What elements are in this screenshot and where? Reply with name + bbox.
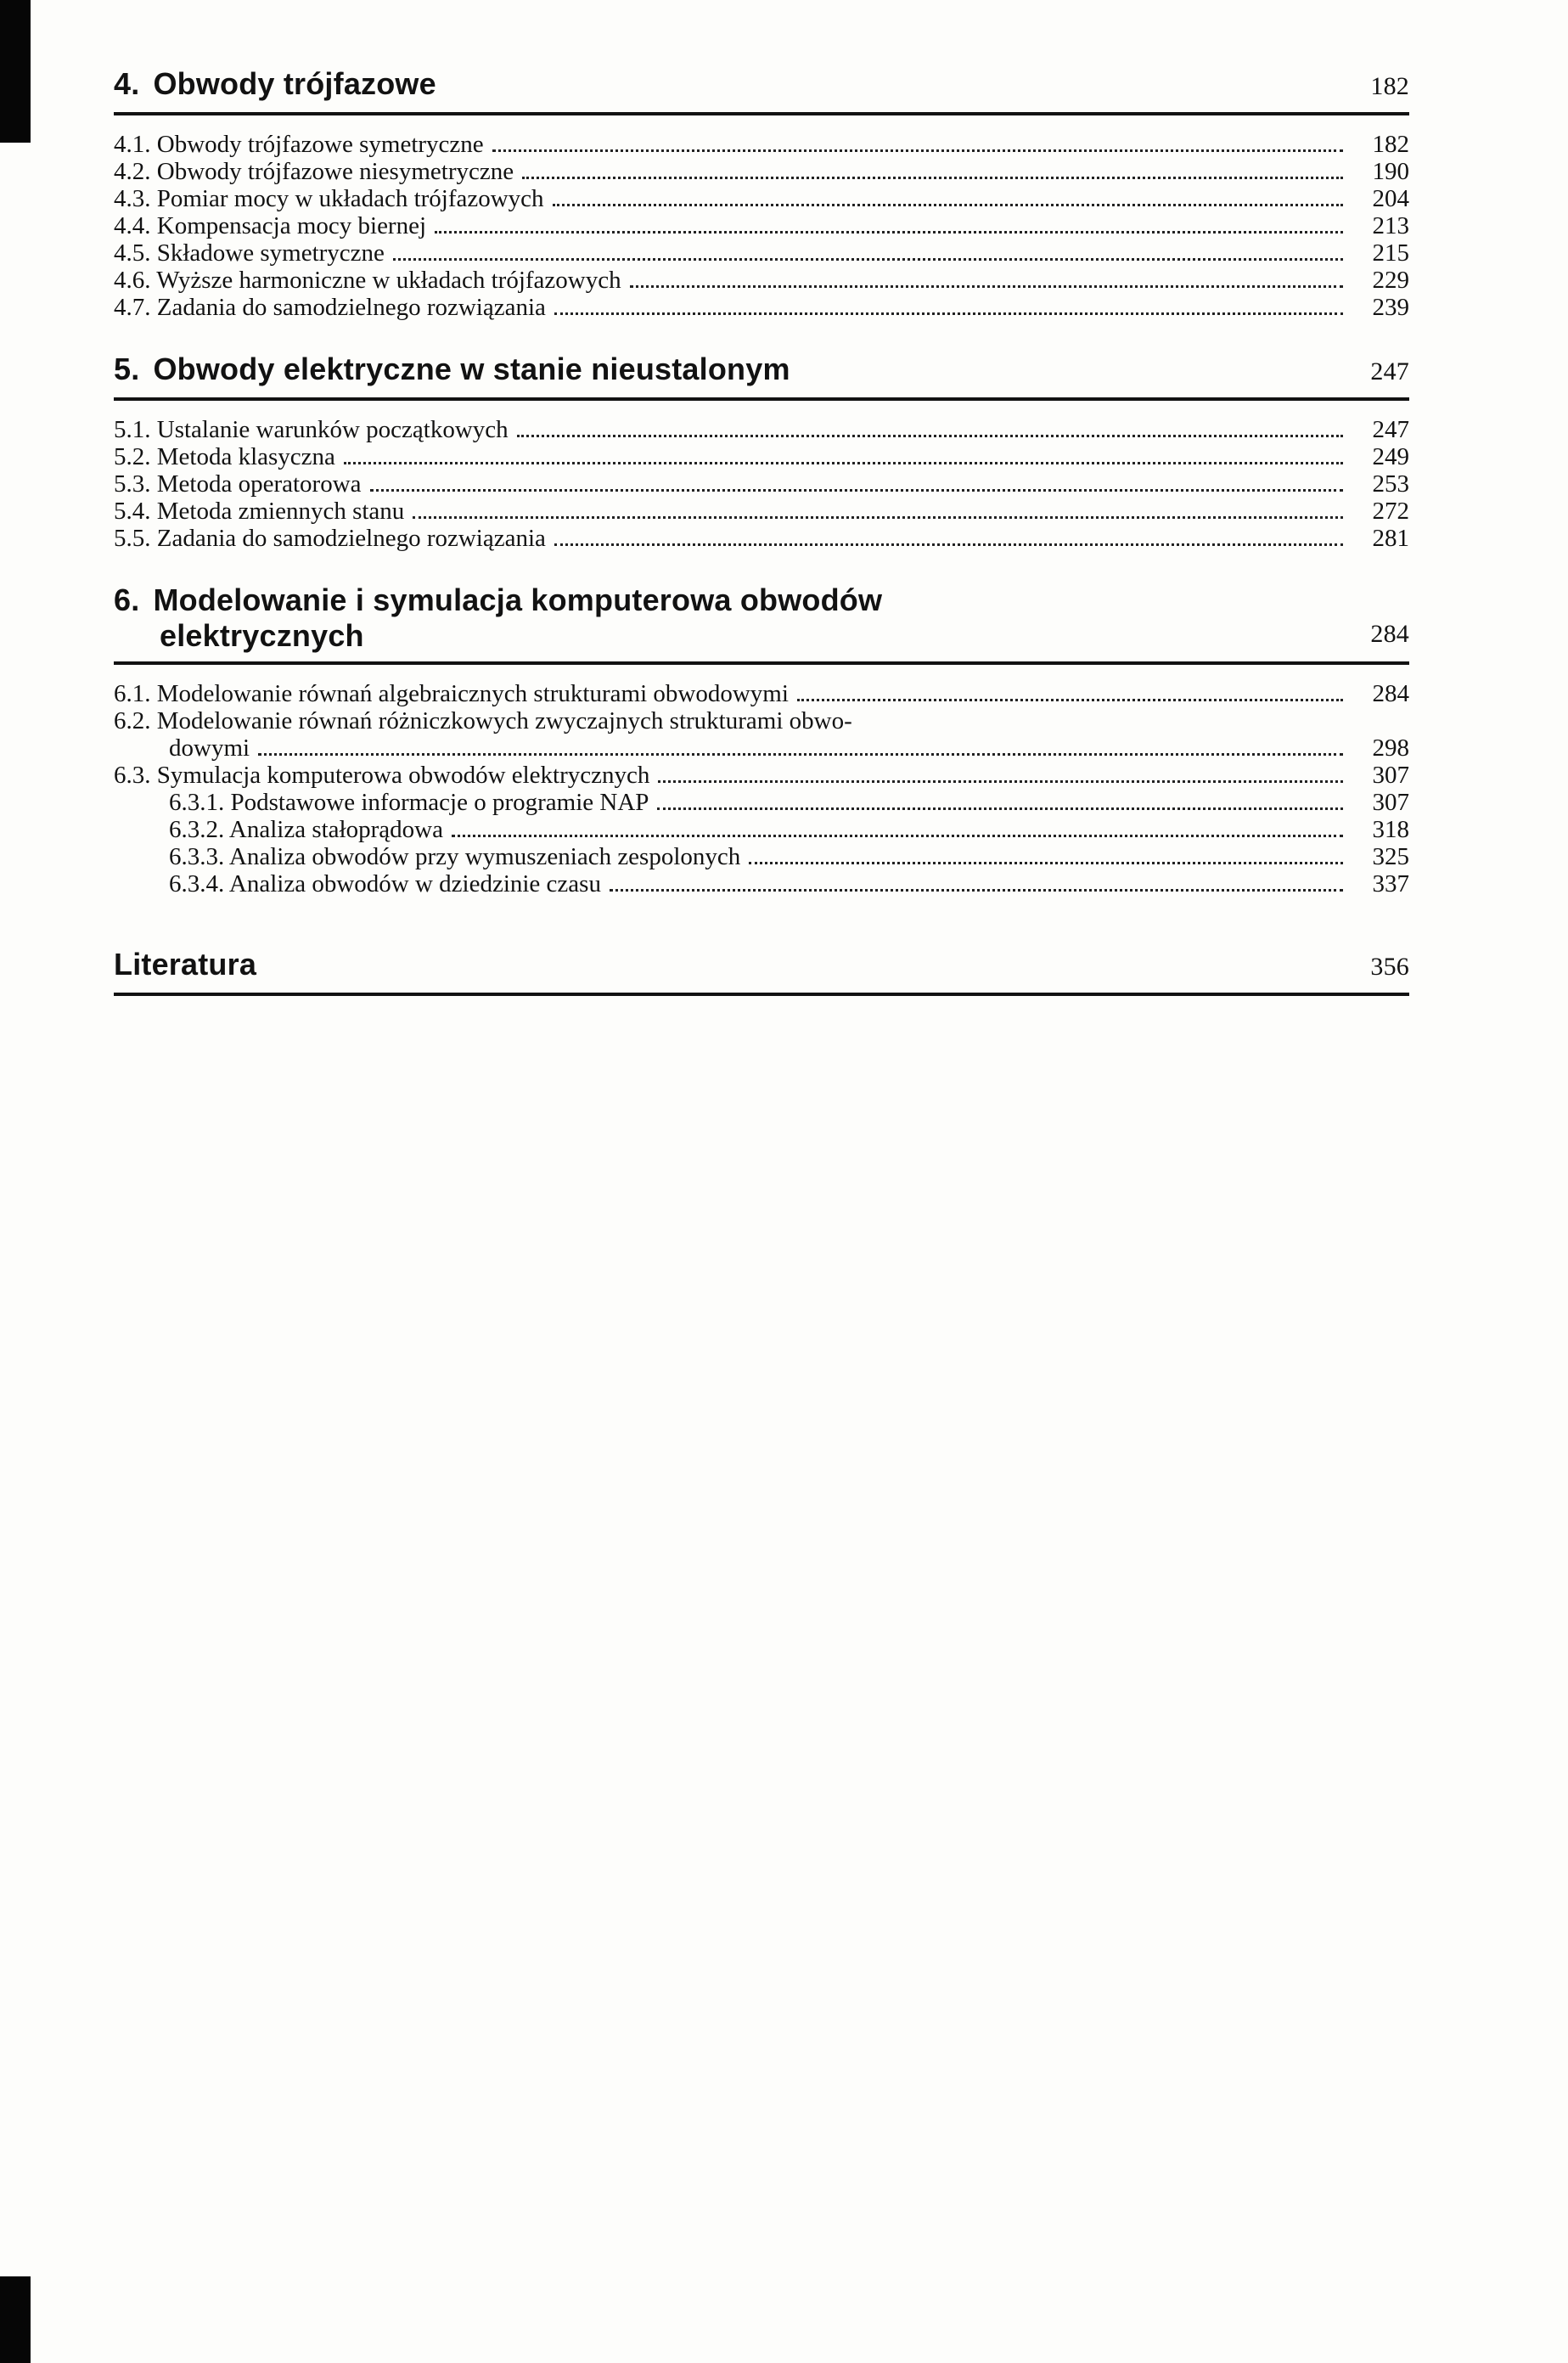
dotted-leader xyxy=(370,489,1343,492)
scan-artifact-top-left xyxy=(0,0,31,143)
section-heading-text xyxy=(114,352,790,387)
toc-entry xyxy=(114,185,1409,212)
dotted-leader xyxy=(630,285,1343,288)
section-page-number: 284 xyxy=(1370,620,1409,648)
toc-entries xyxy=(114,416,1409,552)
entry-page-number: 249 xyxy=(1372,443,1409,470)
toc-entry-continuation xyxy=(114,734,1409,762)
entry-label: 6.1. Modelowanie równań algebraicznych strukturami obwodowymi xyxy=(114,680,789,707)
toc-subentry xyxy=(114,870,1409,897)
toc-entry xyxy=(114,294,1409,321)
toc-entry xyxy=(114,707,1409,734)
dotted-leader xyxy=(522,177,1343,179)
entry-page-number: 337 xyxy=(1372,870,1409,897)
entry-page-number: 229 xyxy=(1372,267,1409,294)
toc-entry xyxy=(114,443,1409,470)
section-title: Obwody elektryczne w stanie nieustalonym xyxy=(153,352,790,386)
dotted-leader xyxy=(258,753,1343,756)
toc-entry xyxy=(114,158,1409,185)
toc-entry xyxy=(114,212,1409,239)
dotted-leader xyxy=(517,435,1343,437)
entry-label: 4.3. Pomiar mocy w układach trójfazowych xyxy=(114,185,544,212)
entry-label: 6.3.2. Analiza stałoprądowa xyxy=(169,816,443,843)
section-title: Obwody trójfazowe xyxy=(153,66,436,101)
entry-page-number: 318 xyxy=(1372,816,1409,843)
scan-artifact-bottom-left xyxy=(0,2276,31,2363)
section-title-line2: elektrycznych xyxy=(160,618,364,653)
toc-entry xyxy=(114,680,1409,707)
toc-section-5 xyxy=(114,352,1409,552)
entry-page-number: 190 xyxy=(1372,158,1409,185)
entry-page-number: 325 xyxy=(1372,843,1409,870)
toc-entry xyxy=(114,131,1409,158)
section-page-number: 182 xyxy=(1370,72,1409,100)
heading-rule xyxy=(114,112,1409,115)
literatura-heading-text xyxy=(114,947,256,982)
heading-rule xyxy=(114,661,1409,665)
toc-entries xyxy=(114,131,1409,321)
entry-label: 6.2. Modelowanie równań różniczkowych zwyczajnych strukturami obwo- xyxy=(114,707,852,734)
toc-entry xyxy=(114,470,1409,498)
toc-section-6 xyxy=(114,582,1409,897)
entry-label: 4.1. Obwody trójfazowe symetryczne xyxy=(114,131,484,158)
section-heading-text xyxy=(114,66,436,102)
dotted-leader xyxy=(658,780,1343,783)
toc-content xyxy=(0,0,1568,996)
literatura-page-number: 356 xyxy=(1370,953,1409,981)
toc-subentry xyxy=(114,843,1409,870)
entry-label: 4.7. Zadania do samodzielnego rozwiązania xyxy=(114,294,546,321)
toc-subentry xyxy=(114,789,1409,816)
dotted-leader xyxy=(344,462,1343,464)
entry-label: 5.3. Metoda operatorowa xyxy=(114,470,362,498)
dotted-leader xyxy=(413,516,1343,519)
toc-entry xyxy=(114,525,1409,552)
dotted-leader xyxy=(657,807,1343,810)
entry-label: 4.4. Kompensacja mocy biernej xyxy=(114,212,427,239)
toc-entries xyxy=(114,680,1409,897)
entry-page-number: 281 xyxy=(1372,525,1409,552)
section-heading-text xyxy=(114,582,882,654)
entry-label: 5.1. Ustalanie warunków początkowych xyxy=(114,416,509,443)
dotted-leader xyxy=(554,312,1343,315)
dotted-leader xyxy=(797,699,1343,701)
dotted-leader xyxy=(553,204,1343,206)
section-title-line1-row xyxy=(114,582,882,618)
toc-entry xyxy=(114,239,1409,267)
entry-page-number: 247 xyxy=(1372,416,1409,443)
dotted-leader xyxy=(749,862,1343,864)
toc-entry xyxy=(114,498,1409,525)
entry-label: dowymi xyxy=(169,734,250,762)
toc-entry xyxy=(114,267,1409,294)
entry-page-number: 298 xyxy=(1372,734,1409,762)
section-heading xyxy=(114,352,1409,390)
entry-page-number: 215 xyxy=(1372,239,1409,267)
section-number: 4. xyxy=(114,66,140,101)
entry-page-number: 204 xyxy=(1372,185,1409,212)
literatura-section xyxy=(114,947,1409,996)
dotted-leader xyxy=(610,889,1343,892)
entry-page-number: 307 xyxy=(1372,789,1409,816)
literatura-title: Literatura xyxy=(114,947,257,982)
entry-page-number: 239 xyxy=(1372,294,1409,321)
entry-page-number: 213 xyxy=(1372,212,1409,239)
section-page-number: 247 xyxy=(1370,357,1409,385)
entry-label: 5.5. Zadania do samodzielnego rozwiązania xyxy=(114,525,546,552)
entry-label: 6.3. Symulacja komputerowa obwodów elektrycznych xyxy=(114,762,650,789)
entry-page-number: 253 xyxy=(1372,470,1409,498)
entry-label: 6.3.1. Podstawowe informacje o programie NAP xyxy=(169,789,649,816)
heading-rule xyxy=(114,397,1409,401)
entry-label: 5.2. Metoda klasyczna xyxy=(114,443,335,470)
entry-label: 5.4. Metoda zmiennych stanu xyxy=(114,498,405,525)
section-heading xyxy=(114,582,1409,654)
toc-subentry xyxy=(114,816,1409,843)
section-heading xyxy=(114,66,1409,104)
entry-label: 6.3.3. Analiza obwodów przy wymuszeniach zespolonych xyxy=(169,843,741,870)
entry-label: 4.6. Wyższe harmoniczne w układach trójfazowych xyxy=(114,267,621,294)
entry-page-number: 307 xyxy=(1372,762,1409,789)
toc-entry xyxy=(114,416,1409,443)
dotted-leader xyxy=(435,231,1343,233)
toc-section-4 xyxy=(114,66,1409,321)
entry-page-number: 182 xyxy=(1372,131,1409,158)
entry-label: 4.2. Obwody trójfazowe niesymetryczne xyxy=(114,158,514,185)
literatura-heading xyxy=(114,947,1409,985)
section-title-line1: Modelowanie i symulacja komputerowa obwodów xyxy=(153,582,883,617)
section-number: 6. xyxy=(114,582,140,617)
toc-entry xyxy=(114,762,1409,789)
dotted-leader xyxy=(452,835,1343,837)
dotted-leader xyxy=(393,258,1343,261)
entry-label: 6.3.4. Analiza obwodów w dziedzinie czasu xyxy=(169,870,601,897)
dotted-leader xyxy=(492,149,1343,152)
dotted-leader xyxy=(554,543,1343,546)
entry-label: 4.5. Składowe symetryczne xyxy=(114,239,385,267)
heading-rule xyxy=(114,993,1409,996)
entry-page-number: 284 xyxy=(1372,680,1409,707)
entry-page-number: 272 xyxy=(1372,498,1409,525)
section-number: 5. xyxy=(114,352,140,386)
